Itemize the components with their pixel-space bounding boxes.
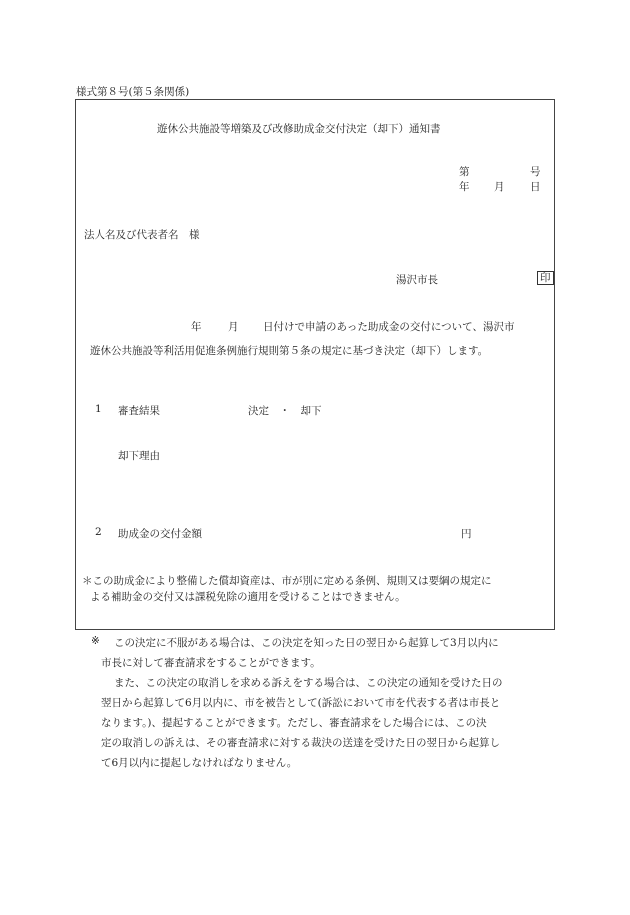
body-line2: 遊休公共施設等利活用促進条例施行規則第５条の規定に基づき決定（却下）します。 [90,345,489,357]
date-month: 月 [494,181,505,193]
form-label: 様式第８号(第５条関係) [76,86,190,98]
footer-line: 市長に対して審査請求をすることができます。 [101,657,321,669]
body-month: 月 [228,321,239,333]
body-line1: 日付けで申請のあった助成金の交付について、湯沢市 [263,321,515,333]
number-go: 号 [530,166,541,178]
notice-line1: ＊この助成金により整備した償却資産は、市が別に定める条例、規則又は要綱の規定に [82,575,492,587]
rejection-reason-label: 却下理由 [118,450,160,462]
footer-line: この決定に不服がある場合は、この決定を知った日の翌日から起算して3月以内に [114,637,499,649]
footer-line: また、この決定の取消しを求める訴えをする場合は、この決定の通知を受けた日の [114,677,503,689]
footer-line: て6月以内に提起しなければなりません。 [101,757,298,769]
item1-number: 1 [95,403,102,415]
recipient: 法人名及び代表者名 様 [84,229,200,241]
item2-label: 助成金の交付金額 [118,528,202,540]
document-frame [75,99,555,630]
body-year: 年 [191,321,202,333]
date-year: 年 [459,181,470,193]
notice-line2: よる補助金の交付又は課税免除の適用を受けることはできません。 [90,591,406,603]
amount-unit: 円 [461,528,472,540]
item1-label: 審査結果 [118,405,160,417]
footer-mark: ※ [91,635,100,647]
number-dai: 第 [459,166,470,178]
item2-number: 2 [95,526,102,538]
seal-stamp: 印 [537,271,554,285]
date-day: 日 [530,181,541,193]
footer-line: 翌日から起算して6月以内に、市を被告として(訴訟において市を代表する者は市長と [101,697,501,709]
item1-options: 決定 ・ 却下 [248,405,322,417]
footer-line: なります。)、提起することができます。ただし、審査請求をした場合には、この決 [101,717,487,729]
document-title: 遊休公共施設等増築及び改修助成金交付決定（却下）通知書 [157,123,441,135]
footer-line: 定の取消しの訴えは、その審査請求に対する裁決の送達を受けた日の翌日から起算し [101,737,500,749]
issuer: 湯沢市長 [396,274,438,286]
